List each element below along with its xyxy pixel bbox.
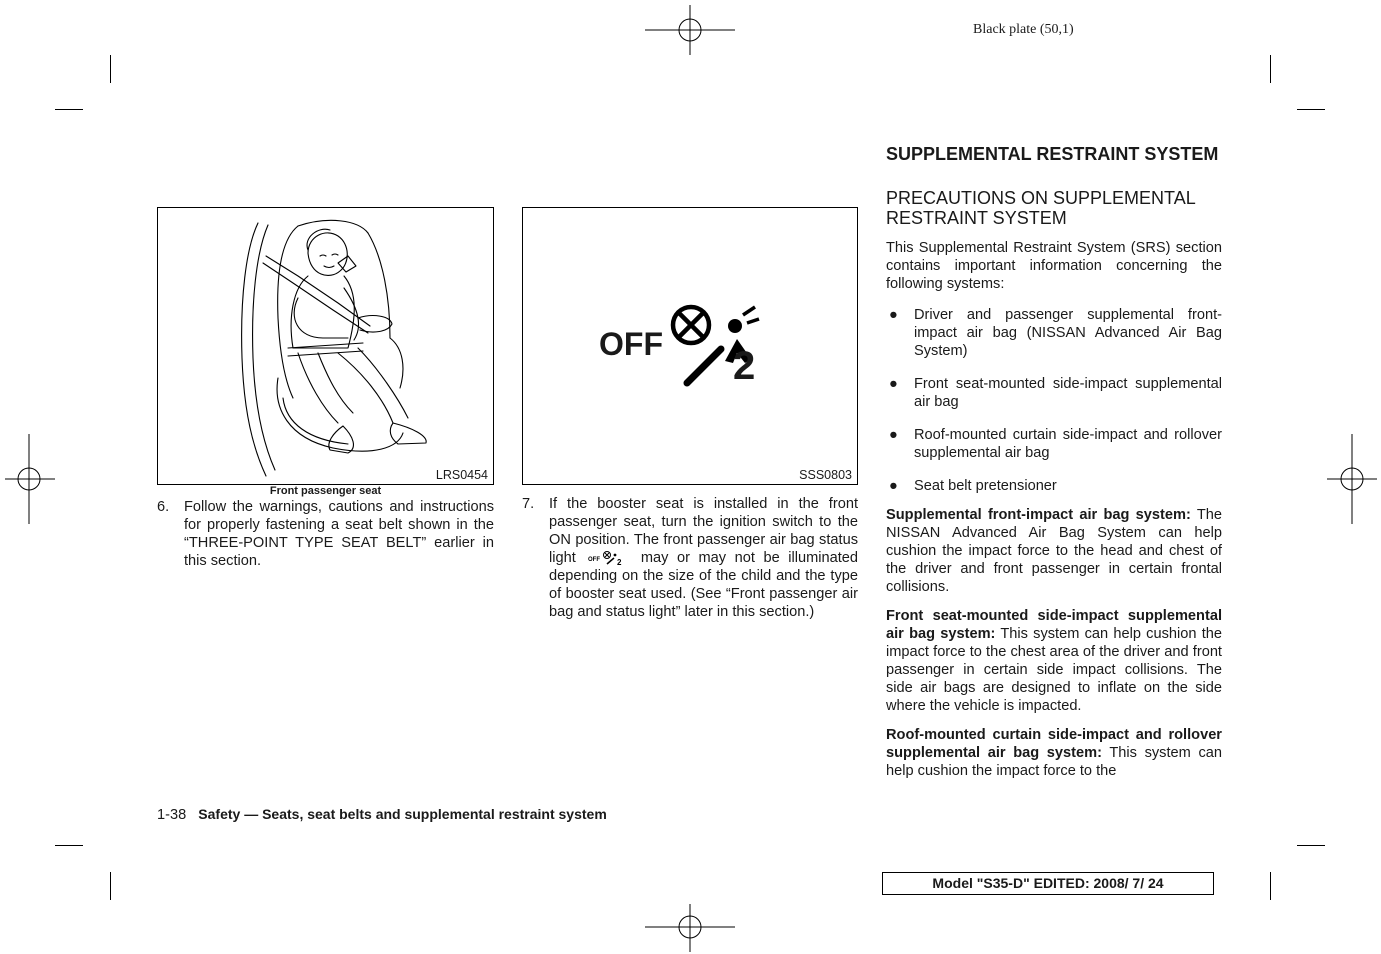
svg-text:2: 2 — [617, 558, 622, 567]
plate-label: Black plate (50,1) — [973, 22, 1074, 37]
step-text — [522, 495, 858, 621]
right-column — [886, 145, 1222, 790]
section-subtitle: PRECAUTIONS ON SUPPLEMENTAL RESTRAINT SYSTEM — [886, 188, 1196, 228]
intro-paragraph: This Supplemental Restraint System (SRS) section contains important information concerning the following systems: — [886, 240, 1222, 292]
step-text-before: If the booster seat is installed in the front passenger seat, turn the ignition switch to the ON position. The front passenger air bag status light — [549, 496, 858, 566]
figure-code: LRS0454 — [435, 468, 488, 482]
registration-mark-left — [5, 434, 55, 524]
bullet-dot: ● — [889, 427, 898, 443]
footer-section-title: Safety — Seats, seat belts and supplemental restraint system — [198, 806, 607, 822]
list-item — [886, 477, 1222, 495]
svg-text:OFF: OFF — [588, 557, 601, 564]
step-7 — [522, 495, 858, 621]
bullet-text: Driver and passenger supplemental front-impact air bag (NISSAN Advanced Air Bag System) — [914, 307, 1222, 359]
section-heading: Roof-mounted curtain side-impact and rollover supplemental air bag system: — [886, 727, 1222, 761]
seat-number: 2 — [733, 344, 756, 388]
list-item — [886, 375, 1222, 411]
step-6 — [157, 498, 494, 570]
bullet-text: Seat belt pretensioner — [914, 478, 1057, 494]
model-edited-box: Model "S35-D" EDITED: 2008/ 7/ 24 — [882, 872, 1214, 895]
airbag-section-side — [886, 607, 1222, 715]
list-item — [886, 306, 1222, 360]
section-text: This system can help cushion the impact force to the chest area of the driver and front passenger in certain side impact collisions. The side air bags are designed to inflate on the side where the vehicle is impacted. — [886, 626, 1222, 714]
airbag-status-light-icon — [588, 550, 628, 566]
page-footer — [157, 806, 607, 823]
registration-mark-right — [1327, 434, 1377, 524]
off-label: OFF — [599, 326, 663, 362]
bullet-text: Roof-mounted curtain side-impact and rollover supplemental air bag — [914, 427, 1222, 461]
section-heading: Front seat-mounted side-impact supplemental air bag system: — [886, 608, 1222, 642]
airbag-section-curtain — [886, 726, 1222, 780]
registration-mark-bottom — [645, 904, 735, 952]
child-booster-seat-illustration — [158, 208, 493, 484]
registration-mark-top — [645, 5, 735, 55]
step-text: Follow the warnings, cautions and instructions for properly fastening a seat belt shown in the “THREE-POINT TYPE SEAT BELT” earlier in this section. — [184, 499, 494, 569]
bullet-dot: ● — [889, 478, 898, 494]
section-text: The NISSAN Advanced Air Bag System can help cushion the impact force to the head and chest of the driver and front passenger in certain frontal collisions. — [886, 507, 1222, 595]
figure-caption: Front passenger seat — [269, 485, 382, 497]
section-heading: Supplemental front-impact air bag system: — [886, 507, 1191, 523]
figure-front-passenger-seat — [157, 207, 494, 485]
bullet-text: Front seat-mounted side-impact supplemental air bag — [914, 376, 1222, 410]
step-number: 7. — [522, 496, 535, 512]
bullet-dot: ● — [889, 307, 898, 323]
airbag-section-front — [886, 506, 1222, 596]
list-item — [886, 426, 1222, 462]
bullet-dot: ● — [889, 376, 898, 392]
bullet-list — [886, 306, 1222, 495]
page-number: 1-38 — [157, 807, 187, 823]
figure-airbag-off-light — [522, 207, 858, 485]
step-text-after: may or may not be illuminated depending on the size of the child and the type of booster seat used. (See “Front passenger air bag and status light” later in this section.) — [549, 550, 858, 620]
section-text: This system can help cushion the impact force to the — [886, 745, 1222, 779]
step-number: 6. — [157, 499, 170, 515]
figure-code: SSS0803 — [799, 468, 852, 482]
section-title: SUPPLEMENTAL RESTRAINT SYSTEM — [886, 144, 1219, 164]
